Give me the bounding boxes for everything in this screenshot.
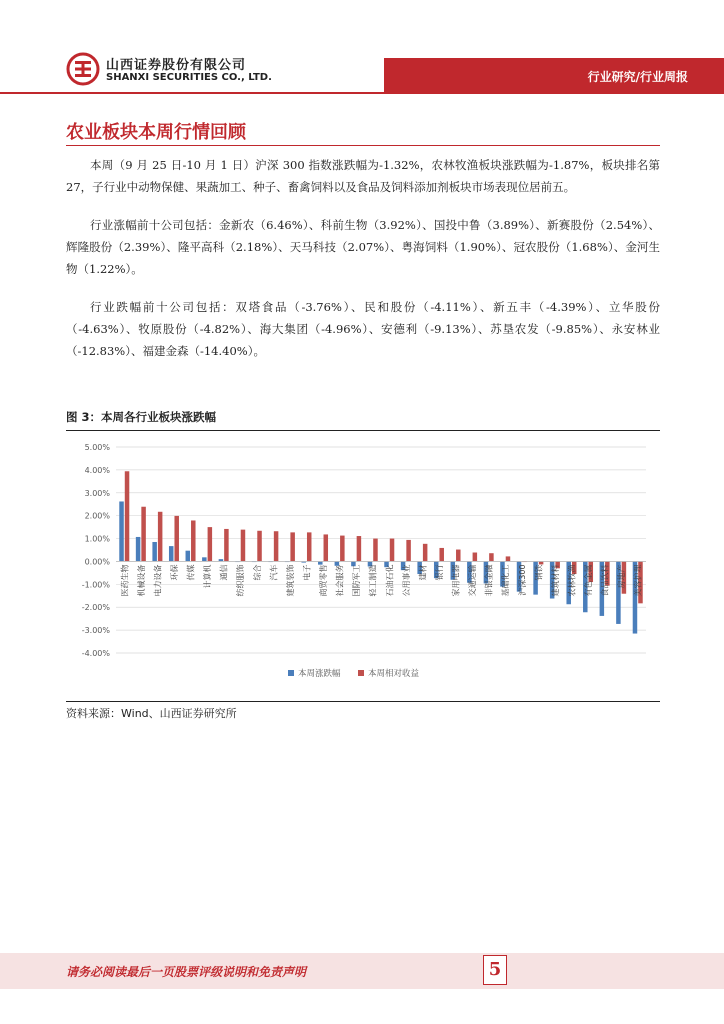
paragraph-top-gainers: 行业涨幅前十公司包括：金新农（6.46%）、科前生物（3.92%）、国投中鲁（3.89%）、新赛股份（2.54%）、辉隆股份（2.39%）、隆平高科（2.18%）、天马科技（2.07%）、粤海饲料（1.90%）、冠农股份（1.68%）、金河生物（1.22%）。: [66, 218, 660, 276]
footer-disclaimer: 请务必阅读最后一页股票评级说明和免责声明: [66, 965, 307, 979]
bar-relative-return: [307, 532, 312, 561]
page-header: [0, 0, 724, 100]
category-label: 有色金属: [584, 564, 594, 597]
bar-weekly-change: [169, 546, 174, 561]
legend-swatch: [288, 670, 294, 676]
bar-weekly-change: [186, 551, 191, 562]
bar-weekly-change: [202, 557, 207, 561]
category-label: 社会服务: [335, 564, 345, 597]
bar-relative-return: [489, 553, 494, 561]
category-label: 建筑材料: [550, 564, 560, 597]
category-label: 电力设备: [153, 564, 163, 597]
paragraph-top-losers: 行业跌幅前十公司包括：双塔食品（-3.76%）、民和股份（-4.11%）、新五丰（-4.39%）、立华股份（-4.63%）、牧原股份（-4.82%）、海大集团（-4.96%）、安德利（-9.13%）、苏垦农发（-9.85%）、永安林业（-12.83%）、福建金森（-14.40%）。: [66, 300, 660, 358]
category-label: 钢铁: [534, 564, 544, 581]
bar-relative-return: [406, 540, 411, 562]
category-label: 沪深300: [517, 564, 527, 596]
category-label: 非银金融: [484, 564, 494, 597]
bar-relative-return: [506, 556, 511, 561]
y-tick-label: -2.00%: [81, 603, 110, 613]
y-tick-label: 1.00%: [84, 534, 110, 544]
shanxi-securities-logo-icon: [66, 52, 100, 86]
bar-relative-return: [174, 516, 179, 562]
figure-top-rule: [66, 430, 660, 431]
category-label: 银行: [434, 564, 444, 581]
y-tick-label: -3.00%: [81, 626, 110, 636]
category-label: 房地产: [617, 564, 627, 589]
category-label: 建材: [418, 564, 428, 581]
bar-weekly-change: [136, 537, 141, 561]
category-label: 石油石化: [385, 564, 395, 597]
bar-relative-return: [274, 531, 279, 561]
bar-relative-return: [141, 507, 146, 562]
bar-relative-return: [357, 536, 362, 561]
category-label: 环保: [169, 564, 179, 581]
bar-relative-return: [241, 530, 246, 562]
title-divider: [66, 145, 660, 146]
bar-relative-return: [208, 527, 213, 561]
header-divider: [0, 92, 724, 94]
category-label: 通信: [219, 564, 229, 581]
bar-relative-return: [473, 553, 478, 562]
bar-relative-return: [158, 512, 163, 562]
bar-relative-return: [290, 532, 295, 561]
bar-relative-return: [439, 548, 444, 562]
y-tick-label: 2.00%: [84, 511, 110, 521]
header-section-bar: [384, 58, 724, 92]
bar-relative-return: [390, 539, 395, 562]
category-label: 计算机: [203, 564, 213, 589]
bar-relative-return: [340, 536, 345, 562]
section-label: 行业研究/行业周报: [587, 70, 688, 84]
bar-relative-return: [324, 534, 329, 561]
category-label: 公用事业: [401, 564, 411, 597]
bar-weekly-change: [318, 561, 323, 564]
figure-bottom-rule: [66, 701, 660, 702]
bar-relative-return: [125, 471, 130, 561]
y-tick-label: -1.00%: [81, 580, 110, 590]
y-tick-label: 3.00%: [84, 488, 110, 498]
paragraph-market-review: 本周（9 月 25 日-10 月 1 日）沪深 300 指数涨跌幅为-1.32%，农林牧渔板块涨跌幅为-1.87%，板块排名第 27，子行业中动物保健、果蔬加工、种子、畜禽饲料以及食品及饲料添加剂板块市场表现位居前五。: [66, 158, 660, 194]
figure-caption: 图 3：本周各行业板块涨跌幅: [66, 410, 217, 424]
y-tick-label: 5.00%: [84, 443, 110, 452]
company-name-cn: 山西证券股份有限公司: [106, 58, 247, 73]
bar-relative-return: [539, 561, 544, 564]
y-tick-label: 0.00%: [84, 557, 110, 567]
bar-relative-return: [224, 529, 229, 562]
bar-relative-return: [373, 539, 378, 562]
category-label: 电子: [302, 564, 312, 581]
category-label: 商贸零售: [319, 564, 329, 597]
legend-label: 本周相对收益: [368, 669, 420, 679]
figure-source: 资料来源：Wind、山西证券研究所: [66, 707, 237, 720]
category-label: 轻工制造: [368, 564, 378, 597]
bar-weekly-change: [152, 542, 157, 561]
category-label: 美容护理: [633, 564, 643, 597]
category-label: 建筑装饰: [285, 564, 295, 597]
category-label: 传媒: [186, 564, 196, 581]
category-label: 纺织服饰: [236, 564, 246, 597]
category-label: 食品饮料: [600, 564, 610, 597]
company-name-en: SHANXI SECURITIES CO., LTD.: [106, 72, 272, 83]
category-label: 医药生物: [120, 564, 130, 597]
category-label: 基础化工: [501, 564, 511, 597]
bar-relative-return: [423, 544, 428, 562]
category-label: 家用电器: [451, 564, 461, 597]
bar-relative-return: [456, 550, 461, 562]
y-tick-label: -4.00%: [81, 649, 110, 658]
category-label: 交通运输: [468, 564, 478, 597]
category-label: 机械设备: [136, 564, 146, 597]
category-label: 汽车: [269, 564, 279, 581]
legend-label: 本周涨跌幅: [298, 669, 341, 679]
category-label: 国防军工: [352, 564, 362, 597]
section-title: 农业板块本周行情回顾: [66, 122, 246, 143]
bar-weekly-change: [119, 501, 124, 561]
category-label: 综合: [252, 564, 262, 581]
category-label: 农林牧渔: [567, 564, 577, 597]
y-tick-label: 4.00%: [84, 465, 110, 475]
legend-swatch: [358, 670, 364, 676]
bar-relative-return: [257, 531, 262, 562]
bar-relative-return: [191, 520, 196, 561]
sector-returns-chart: [66, 432, 660, 700]
page-number: 5: [483, 955, 507, 985]
